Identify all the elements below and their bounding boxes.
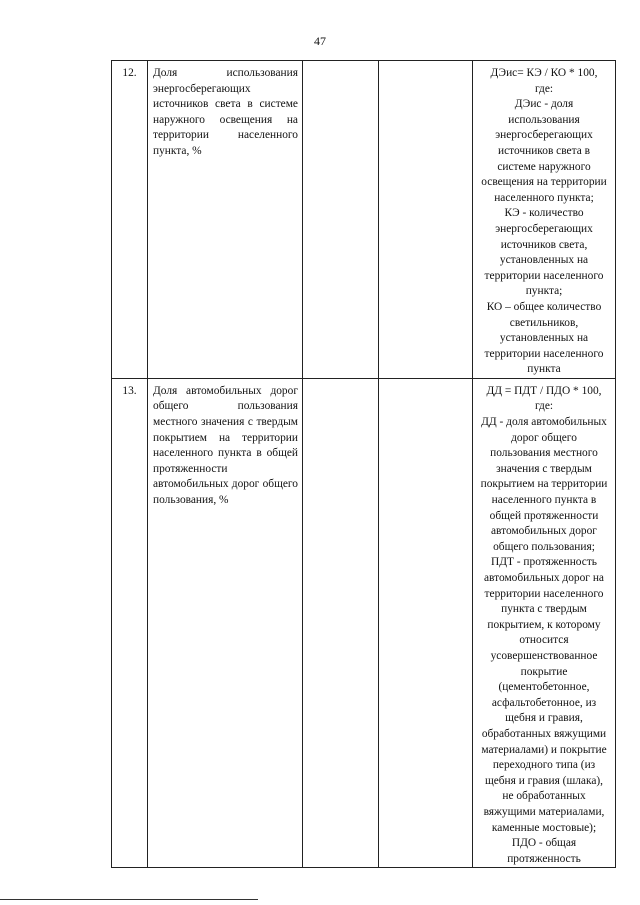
formula-line: ДД - доля автомобильных <box>481 416 607 429</box>
empty-cell <box>379 61 473 379</box>
formula-line: ДД = ПДТ / ПДО * 100, <box>486 384 602 397</box>
formula-line: ПДТ - протяженность <box>490 556 598 569</box>
formula-line: протяженность <box>507 852 581 865</box>
formula-line: относится <box>519 634 569 647</box>
formula-line: светильников, <box>509 316 579 329</box>
formula-line: материалами) и покрытие <box>481 743 607 756</box>
formula-line: населенного пункта в <box>491 494 597 507</box>
formula-line: значения с твердым <box>496 462 592 475</box>
formula-line: вяжущими материалами, <box>483 805 605 818</box>
formula-line: источников света, <box>500 238 588 251</box>
formula-line: где: <box>534 400 554 413</box>
formula-line: где: <box>534 82 554 95</box>
formula-line: пункта с твердым <box>501 603 587 616</box>
formula-line: не обработанных <box>502 790 586 803</box>
formula-line: установленных на <box>499 254 589 267</box>
formula-line: населенного пункта; <box>494 191 594 204</box>
formula-line: покрытие <box>520 665 568 678</box>
formula-line: территории населенного <box>484 587 604 600</box>
formula-line: ДЭис - доля <box>514 98 574 111</box>
formula-line: ДЭис= КЭ / КО * 100, <box>490 67 598 79</box>
indicators-table <box>111 60 616 868</box>
formula-line: системе наружного <box>497 160 591 173</box>
formula-line: переходного типа (из <box>492 759 596 772</box>
table-row <box>112 378 616 867</box>
footnote-rule <box>0 899 258 900</box>
formula-line: общей протяженности <box>489 509 599 522</box>
formula-line: щебня и гравия, <box>505 712 583 725</box>
row-number: 13. <box>112 378 148 867</box>
formula-line: установленных на <box>499 332 589 345</box>
formula-cell <box>473 61 616 379</box>
formula-line: пользования местного <box>490 447 598 460</box>
page-number: 47 <box>314 34 326 48</box>
row-number: 12. <box>112 61 148 379</box>
indicator-name: Доля использования энергосберегающих источников света в системе наружного освещения на территории населенного пункта, % <box>148 61 303 379</box>
formula-line: (цементобетонное, <box>498 681 590 694</box>
formula-line: освещения на территории <box>481 176 607 189</box>
formula-line: общего пользования; <box>493 540 595 553</box>
empty-cell <box>379 378 473 867</box>
formula-line: КЭ - количество <box>504 207 584 220</box>
formula-line: асфальтобетонное, из <box>491 696 597 709</box>
formula-line: территории населенного <box>484 347 604 360</box>
empty-cell <box>303 61 379 379</box>
formula-line: дорог общего <box>511 431 577 444</box>
formula-line: ПДО - общая <box>511 837 577 850</box>
formula-line: автомобильных дорог <box>491 525 597 538</box>
formula-line: щебня и гравия (шлака), <box>484 774 604 787</box>
formula-line: использования <box>508 113 580 126</box>
table-row <box>112 61 616 379</box>
formula-line: каменные мостовые); <box>491 821 597 834</box>
formula-line: автомобильных дорог на <box>484 572 604 584</box>
formula-line: обработанных вяжущими <box>481 727 607 740</box>
empty-cell <box>303 378 379 867</box>
formula-line: усовершенствованное <box>490 649 598 662</box>
formula-line: энергосберегающих <box>495 222 593 235</box>
formula-line: покрытием на территории <box>480 478 608 491</box>
formula-line: территории населенного <box>484 269 604 282</box>
formula-line: пункта; <box>525 285 563 298</box>
formula-line: источников света в <box>498 144 590 157</box>
formula-line: пункта <box>527 363 561 376</box>
formula-line: энергосберегающих <box>495 129 593 142</box>
formula-line: покрытием, к которому <box>487 618 601 631</box>
formula-line: КО – общее количество <box>486 300 602 313</box>
formula-cell <box>473 378 616 867</box>
indicator-name: Доля автомобильных дорог общего пользования местного значения с твердым покрытием на территории населенного пункта в общей протяженности автомобильных дорог общего пользования, % <box>148 378 303 867</box>
